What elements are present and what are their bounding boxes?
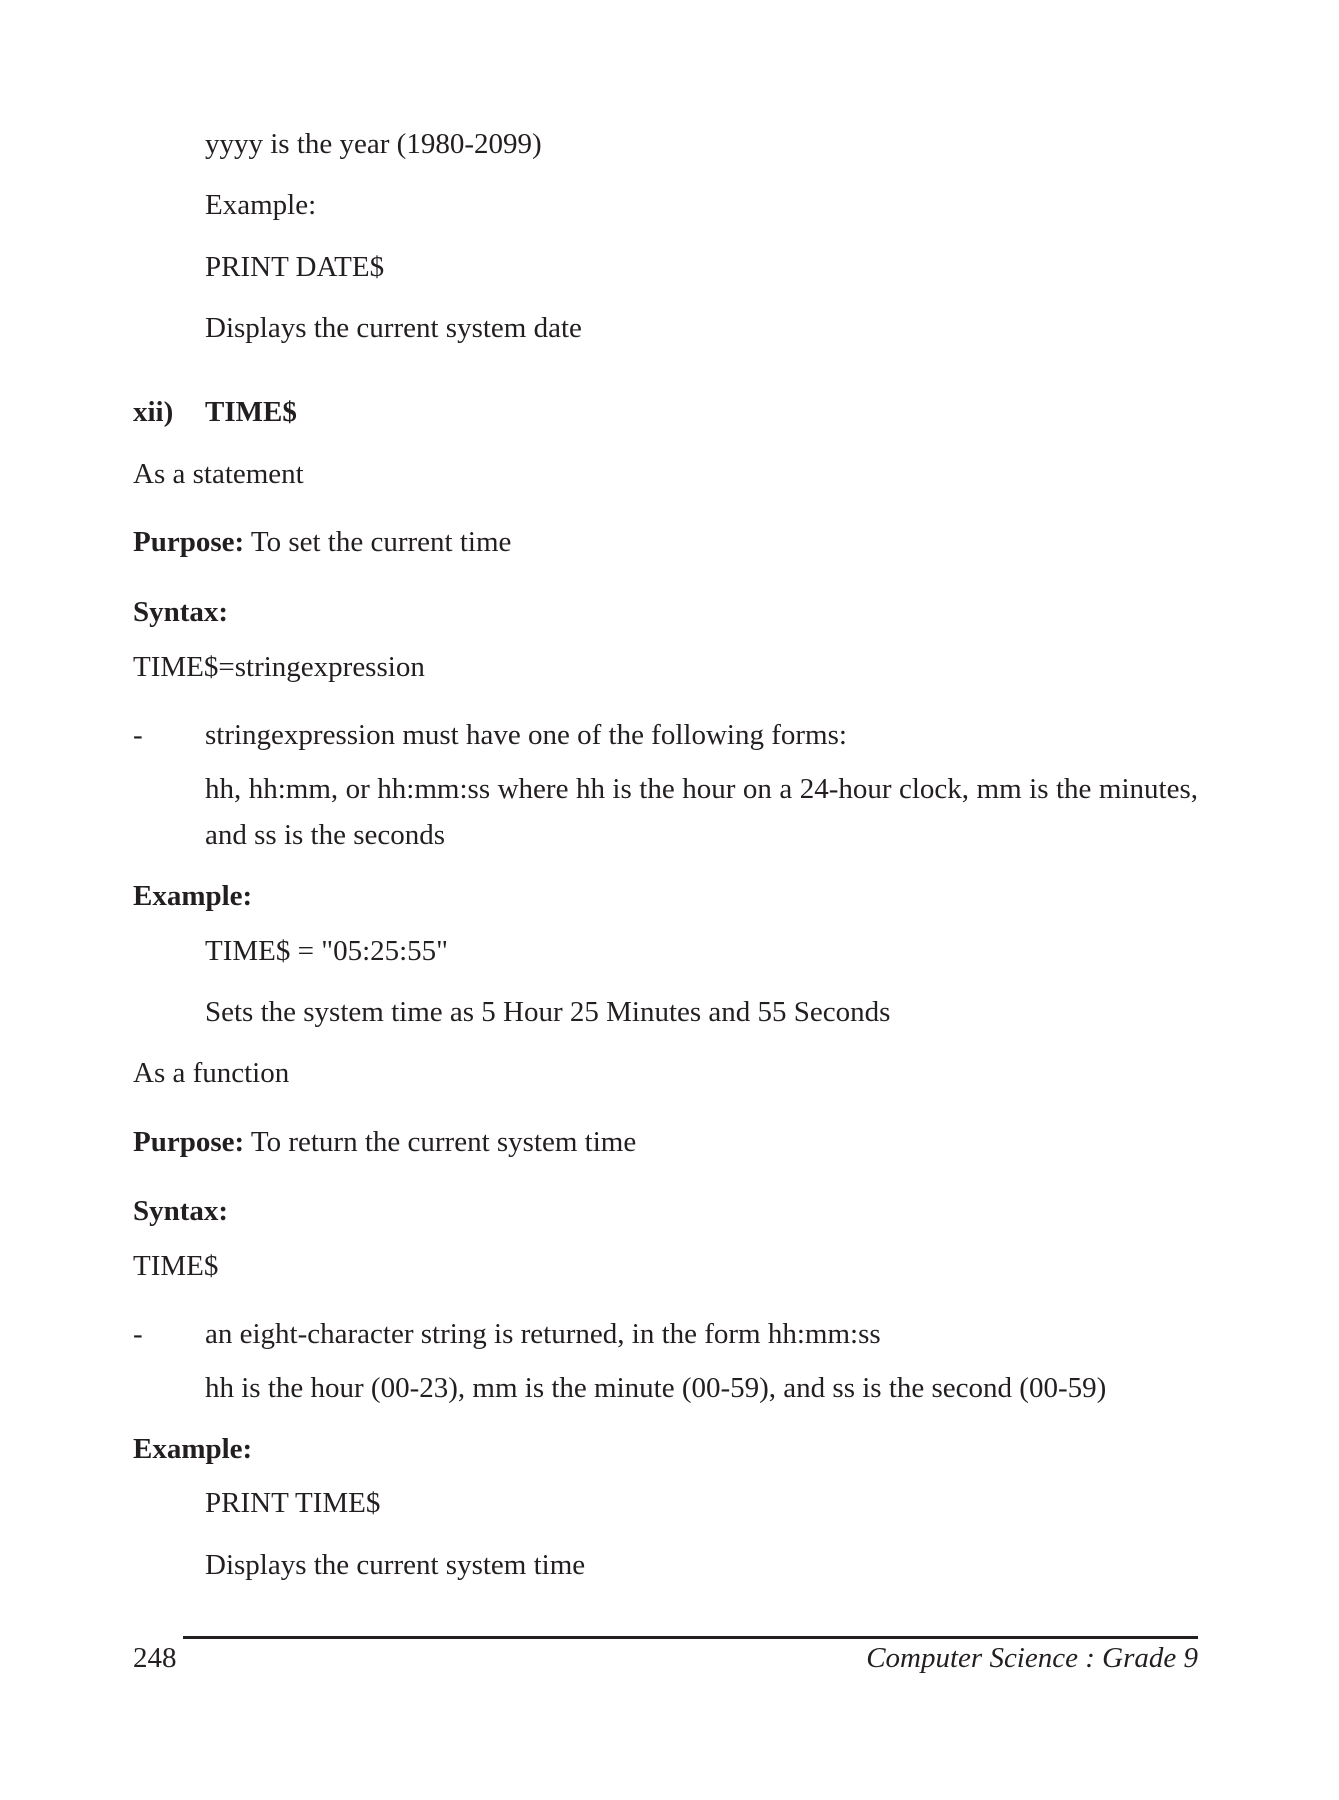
footer-rule [183,1636,1198,1639]
bullet-text: stringexpression must have one of the following forms: [205,719,847,751]
example-label: Example: [205,189,317,221]
syntax-text: TIME$ [133,1250,219,1282]
example-description: Displays the current system time [205,1549,586,1581]
example-label: Example: [133,1433,253,1465]
ranges-text: hh is the hour (00-23), mm is the minute (00-59), and ss is the second (00-59) [205,1372,1107,1404]
bullet-dash: - [133,1318,143,1350]
year-range-text: yyyy is the year (1980-2099) [205,128,542,160]
function-purpose [133,1125,636,1159]
forms-text: hh, hh:mm, or hh:mm:ss where hh is the hour on a 24-hour clock, mm is the minutes, and ss is the seconds [205,773,1198,851]
function-heading: As a function [133,1057,290,1089]
example-code: PRINT DATE$ [205,251,385,283]
statement-heading: As a statement [133,458,304,490]
section-title: TIME$ [205,396,297,428]
purpose-text: To return the current system time [244,1126,637,1158]
purpose-label: Purpose: [133,526,245,558]
example-description: Displays the current system date [205,312,582,344]
syntax-label: Syntax: [133,1195,229,1227]
example-label: Example: [133,880,253,912]
syntax-label: Syntax: [133,596,229,628]
page-number: 248 [133,1642,177,1674]
statement-purpose [133,525,511,559]
example-description: Sets the system time as 5 Hour 25 Minutes and 55 Seconds [205,996,891,1028]
bullet-text: an eight-character string is returned, in the form hh:mm:ss [205,1318,881,1350]
example-code: TIME$ = "05:25:55" [205,935,449,967]
syntax-text: TIME$=stringexpression [133,651,425,683]
purpose-label: Purpose: [133,1126,245,1158]
purpose-text: To set the current time [244,526,512,558]
book-title: Computer Science : Grade 9 [866,1642,1198,1674]
section-number: xii) [133,396,174,428]
example-code: PRINT TIME$ [205,1487,381,1519]
bullet-dash: - [133,719,143,751]
